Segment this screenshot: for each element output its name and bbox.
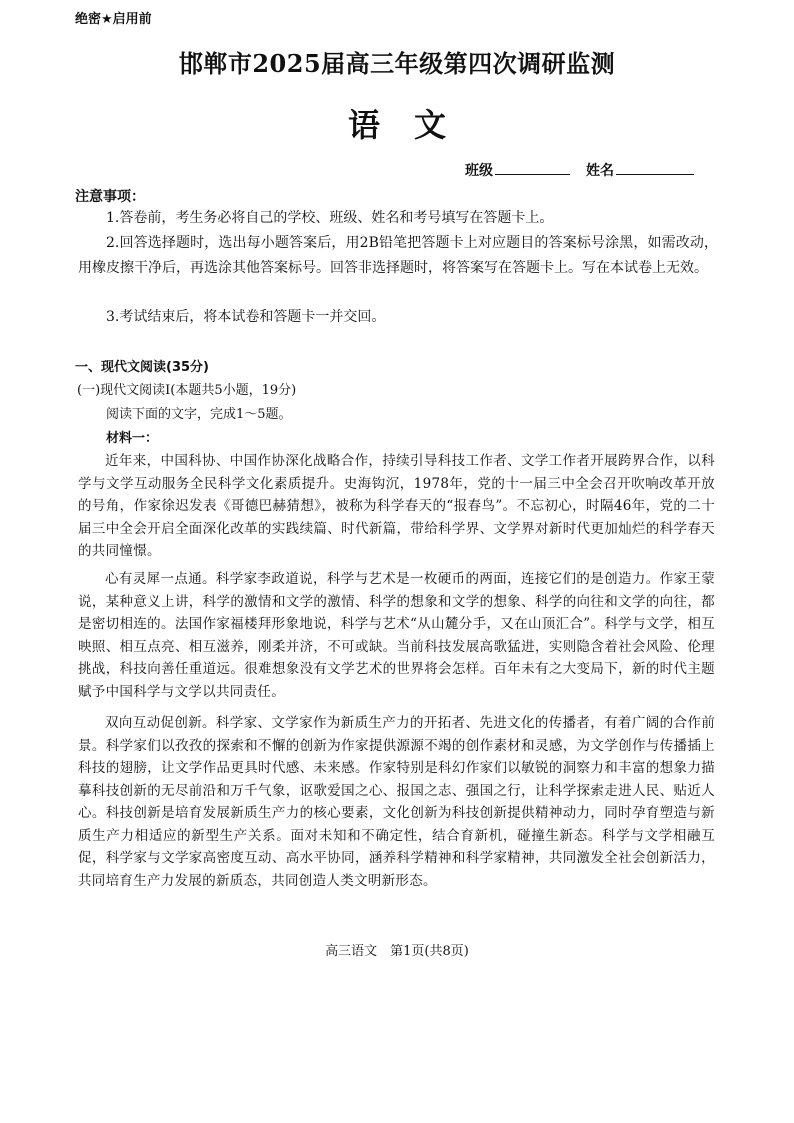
paragraph: 双向互动促创新。科学家、文学家作为新质生产力的开拓者、先进文化的传播者，有着广阔的合作前景。科学家们以孜孜的探索和不懈的创新为作家提供源源不竭的创作素材和灵感，为文学创作与传播插上科技的翅膀，让文学作品更具时代感、未来感。作家特别是科幻作家们以敏锐的洞察力和丰富的想象力描摹科技创新的无尽前沿和万千气象，讴歌爱国之心、报国之志、强国之行，让科学探索走进人民、贴近人心。科技创新是培育发展新质生产力的核心要素，文化创新为科技创新提供精神动力，同时孕育塑造与新质生产力相适应的新型生产关系。面对未知和不确定性，结合育新机，碰撞生新态。科学与文学相融互促，科学家与文学家高密度互动、高水平协同，涵养科学精神和科学家精神，共同激发全社会创新活力，共同培育生产力发展的新质态，共同创造人类文明新形态。 bbox=[78, 715, 715, 889]
material-label: 材料一： bbox=[106, 431, 159, 446]
section-heading: 一、现代文阅读(35分) bbox=[75, 360, 209, 375]
subject-title: 语文 bbox=[347, 106, 480, 144]
notice-heading: 注意事项： bbox=[75, 189, 145, 205]
paragraph: 近年来，中国科协、中国作协深化战略合作，持续引导科技工作者、文学工作者开展跨界合作，以科学与文学互动服务全民科学文化素质提升。史海钩沉，1978年，党的十一届三中全会召开吹响改革开放的号角，作家徐迟发表《哥德巴赫猜想》，被称为科学春天的“报春鸟”。不忘初心，时隔46年，党的二十届三中全会开启全面深化改革的实践续篇、时代新篇，带给科学界、文学界对新时代更加灿烂的科学春天的共同憧憬。 bbox=[78, 453, 715, 559]
name-blank bbox=[616, 161, 694, 175]
subsection-heading: (一)现代文阅读Ⅰ(本题共5小题，19分) bbox=[77, 383, 297, 398]
notice-item: 1.答卷前，考生务必将自己的学校、班级、姓名和考号填写在答题卡上。 bbox=[106, 210, 554, 226]
class-label: 班级 bbox=[465, 163, 493, 179]
confidential-label: 绝密★启用前 bbox=[75, 12, 152, 27]
class-blank bbox=[495, 161, 570, 175]
reading-instruction: 阅读下面的文字，完成1～5题。 bbox=[106, 407, 292, 422]
paragraph: 心有灵犀一点通。科学家李政道说，科学与艺术是一枚硬币的两面，连接它们的是创造力。作家王蒙说，某种意义上讲，科学的激情和文学的激情、科学的想象和文学的想象、科学的向往和文学的向往，都是密切相连的。法国作家福楼拜形象地说，科学与艺术“从山麓分手，又在山顶汇合”。科学与文学，相互映照、相互点亮、相互滋养，刚柔并济，不可或缺。当前科技发展高歌猛进，实则隐含着社会风险、伦理挑战，科技向善任重道远。很难想象没有文学艺术的世界将会怎样。百年未有之大变局下，新的时代主题赋予中国科学与文学以共同责任。 bbox=[78, 571, 715, 700]
notice-item: 3.考试结束后，将本试卷和答题卡一并交回。 bbox=[106, 309, 386, 325]
notice-item: 2.回答选择题时，选出每小题答案后，用2B铅笔把答题卡上对应题目的答案标号涂黑，如需改动，用橡皮擦干净后，再选涂其他答案标号。回答非选择题时，将答案写在答题卡上。写在本试卷上无效。 bbox=[78, 235, 718, 276]
exam-title: 邯郸市2025届高三年级第四次调研监测 bbox=[178, 49, 616, 78]
page-footer: 高三语文 第1页(共8页) bbox=[325, 944, 469, 959]
name-label: 姓名 bbox=[586, 163, 614, 179]
student-info-fields bbox=[465, 160, 694, 180]
